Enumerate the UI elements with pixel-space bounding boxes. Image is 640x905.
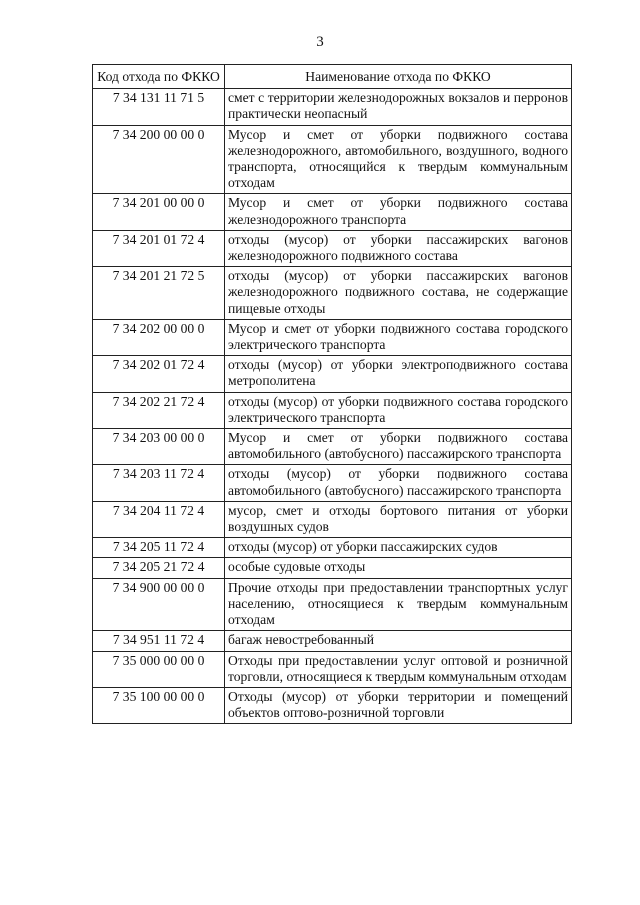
waste-name-cell: отходы (мусор) от уборки подвижного состава городского электрического транспорта xyxy=(225,392,572,428)
fkko-table xyxy=(92,64,572,724)
table-row xyxy=(93,558,572,578)
table-row xyxy=(93,578,572,631)
waste-code-cell: 7 34 202 00 00 0 xyxy=(93,319,225,355)
table-row xyxy=(93,230,572,266)
table-row xyxy=(93,267,572,320)
waste-name-cell: Прочие отходы при предоставлении транспортных услуг населению, относящиеся к твердым коммунальным отходам xyxy=(225,578,572,631)
table-row xyxy=(93,194,572,230)
page-number: 3 xyxy=(316,34,324,50)
waste-name-cell: мусор, смет и отходы бортового питания от уборки воздушных судов xyxy=(225,501,572,537)
waste-name-cell: Мусор и смет от уборки подвижного состава железнодорожного, автомобильного, воздушного, водного транспорта, относящийся к твердым коммунальным отходам xyxy=(225,125,572,194)
waste-name-cell: Мусор и смет от уборки подвижного состава автомобильного (автобусного) пассажирского транспорта xyxy=(225,429,572,465)
waste-code-cell: 7 34 900 00 00 0 xyxy=(93,578,225,631)
table-row xyxy=(93,319,572,355)
waste-code-cell: 7 34 203 11 72 4 xyxy=(93,465,225,501)
waste-name-cell: отходы (мусор) от уборки пассажирских вагонов железнодорожного подвижного состава xyxy=(225,230,572,266)
waste-code-cell: 7 34 205 21 72 4 xyxy=(93,558,225,578)
table-row xyxy=(93,392,572,428)
waste-name-cell: отходы (мусор) от уборки подвижного состава автомобильного (автобусного) пассажирского транспорта xyxy=(225,465,572,501)
waste-code-cell: 7 34 131 11 71 5 xyxy=(93,89,225,125)
waste-name-cell: Мусор и смет от уборки подвижного состава городского электрического транспорта xyxy=(225,319,572,355)
waste-code-cell: 7 35 000 00 00 0 xyxy=(93,651,225,687)
waste-name-cell: Отходы (мусор) от уборки территории и помещений объектов оптово-розничной торговли xyxy=(225,687,572,723)
table-row xyxy=(93,429,572,465)
table-row xyxy=(93,465,572,501)
column-header-code: Код отхода по ФККО xyxy=(93,65,225,89)
waste-code-cell: 7 34 201 21 72 5 xyxy=(93,267,225,320)
waste-code-cell: 7 35 100 00 00 0 xyxy=(93,687,225,723)
waste-code-cell: 7 34 202 21 72 4 xyxy=(93,392,225,428)
waste-code-cell: 7 34 951 11 72 4 xyxy=(93,631,225,651)
column-header-name: Наименование отхода по ФККО xyxy=(225,65,572,89)
waste-name-cell: отходы (мусор) от уборки электроподвижного состава метрополитена xyxy=(225,356,572,392)
waste-name-cell: Мусор и смет от уборки подвижного состава железнодорожного транспорта xyxy=(225,194,572,230)
waste-name-cell: багаж невостребованный xyxy=(225,631,572,651)
table-row xyxy=(93,687,572,723)
table-row xyxy=(93,89,572,125)
table-row xyxy=(93,501,572,537)
table-row xyxy=(93,651,572,687)
table-row xyxy=(93,356,572,392)
waste-name-cell: отходы (мусор) от уборки пассажирских судов xyxy=(225,538,572,558)
waste-name-cell: смет с территории железнодорожных вокзалов и перронов практически неопасный xyxy=(225,89,572,125)
waste-code-cell: 7 34 201 00 00 0 xyxy=(93,194,225,230)
table-row xyxy=(93,538,572,558)
waste-code-cell: 7 34 203 00 00 0 xyxy=(93,429,225,465)
waste-name-cell: особые судовые отходы xyxy=(225,558,572,578)
waste-name-cell: отходы (мусор) от уборки пассажирских вагонов железнодорожного подвижного состава, не содержащие пищевые отходы xyxy=(225,267,572,320)
waste-code-cell: 7 34 201 01 72 4 xyxy=(93,230,225,266)
table-row xyxy=(93,125,572,194)
waste-code-cell: 7 34 205 11 72 4 xyxy=(93,538,225,558)
waste-code-cell: 7 34 202 01 72 4 xyxy=(93,356,225,392)
waste-code-cell: 7 34 200 00 00 0 xyxy=(93,125,225,194)
table-header-row xyxy=(93,65,572,89)
waste-name-cell: Отходы при предоставлении услуг оптовой и розничной торговли, относящиеся к твердым коммунальным отходам xyxy=(225,651,572,687)
table-row xyxy=(93,631,572,651)
waste-code-cell: 7 34 204 11 72 4 xyxy=(93,501,225,537)
